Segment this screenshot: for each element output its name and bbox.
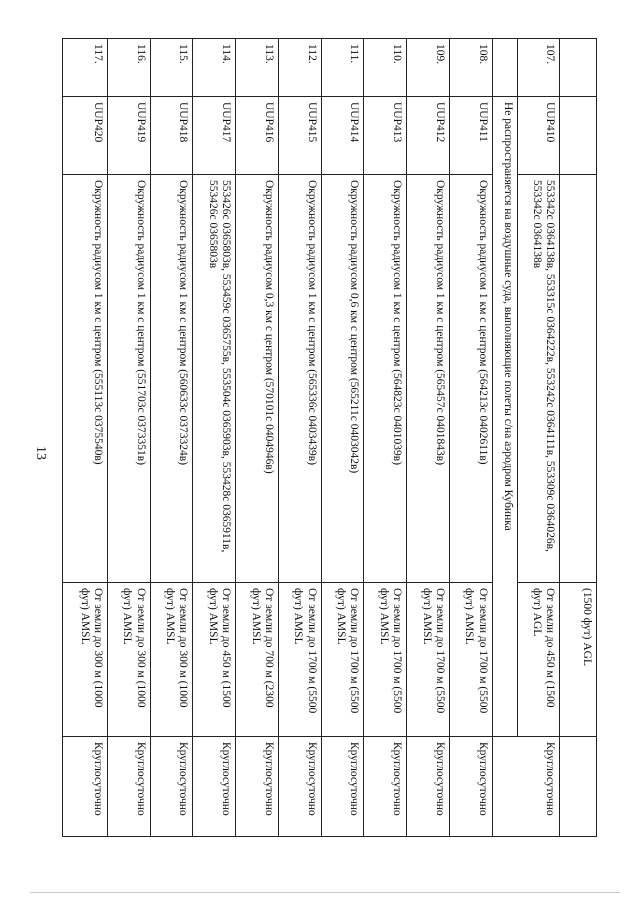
zone-id: UUP410 <box>517 97 560 175</box>
time-cell: Круглосуточно <box>449 737 492 837</box>
time-cell: Круглосуточно <box>407 737 450 837</box>
table-row <box>517 39 560 837</box>
row-number: 116. <box>107 39 150 97</box>
zone-area: Окружность радиусом 1 км с центром (555113c 0375540в) <box>63 175 108 583</box>
table-row <box>321 39 364 837</box>
table-row <box>193 39 236 837</box>
table-row <box>364 39 407 837</box>
zone-area: Окружность радиусом 0,3 км с центром (570101c 0404946в) <box>236 175 279 583</box>
cell-empty <box>560 175 597 583</box>
row-number: 117. <box>63 39 108 97</box>
zone-id: UUP413 <box>364 97 407 175</box>
time-cell: Круглосуточно <box>364 737 407 837</box>
zone-area: Окружность радиусом 1 км с центром (560633c 0373324в) <box>150 175 193 583</box>
zone-area: Окружность радиусом 1 км с центром (565336c 0403439в) <box>278 175 321 583</box>
table-row <box>150 39 193 837</box>
zone-area: 553342c 0364138в, 553315c 0364222в, 553242c 0364111в, 553309c 0364026в, 553342c 0364138в <box>517 175 560 583</box>
altitude-cell: От земли до 300 м (1000 фут) AMSL <box>63 583 108 737</box>
altitude-cell: От земли до 300 м (1000 фут) AMSL <box>107 583 150 737</box>
altitude-cell: (1500 фут) AGL <box>560 583 597 737</box>
note-row <box>492 39 517 837</box>
zone-id: UUP417 <box>193 97 236 175</box>
zone-id: UUP418 <box>150 97 193 175</box>
note-text: Не распространяется на воздушные суда, выполняющие полеты с/на аэродром Кубинка <box>492 97 517 737</box>
zone-id: UUP414 <box>321 97 364 175</box>
altitude-cell: От земли до 1700 м (5500 фут) AMSL <box>321 583 364 737</box>
altitude-cell: От земли до 1700 м (5500 фут) AMSL <box>278 583 321 737</box>
zone-id: UUP419 <box>107 97 150 175</box>
cell-empty <box>560 97 597 175</box>
time-cell: Круглосуточно <box>150 737 193 837</box>
altitude-cell: От земли до 450 м (1500 фут) AGL <box>517 583 560 737</box>
table-row-continuation <box>560 39 597 837</box>
zone-id: UUP412 <box>407 97 450 175</box>
table-row <box>278 39 321 837</box>
cell-empty <box>560 737 597 837</box>
altitude-cell: От земли до 450 м (1500 фут) AMSL <box>193 583 236 737</box>
row-number: 110. <box>364 39 407 97</box>
zone-area: Окружность радиусом 1 км с центром (551703c 0373351в) <box>107 175 150 583</box>
restricted-areas-table <box>62 38 597 837</box>
zone-area: Окружность радиусом 0,6 км с центром (565211c 0403042в) <box>321 175 364 583</box>
zone-area: 553426c 0365803в, 553459c 0365755в, 553504c 0365903в, 553428c 0365911в, 553426c 0365803в <box>193 175 236 583</box>
zone-id: UUP415 <box>278 97 321 175</box>
table-row <box>407 39 450 837</box>
row-number: 112. <box>278 39 321 97</box>
row-number: 111. <box>321 39 364 97</box>
row-number: 109. <box>407 39 450 97</box>
table-row <box>236 39 279 837</box>
time-cell: Круглосуточно <box>321 737 364 837</box>
altitude-cell: От земли до 1700 м (5500 фут) AMSL <box>449 583 492 737</box>
zone-id: UUP420 <box>63 97 108 175</box>
zone-id: UUP416 <box>236 97 279 175</box>
page-number: 13 <box>33 446 48 460</box>
row-number: 107. <box>517 39 560 97</box>
zone-area: Окружность радиусом 1 км с центром (564823c 0401039в) <box>364 175 407 583</box>
time-cell: Круглосуточно <box>236 737 279 837</box>
time-cell: Круглосуточно <box>193 737 236 837</box>
altitude-cell: От земли до 300 м (1000 фут) AMSL <box>150 583 193 737</box>
zone-area: Окружность радиусом 1 км с центром (564213c 0402611в) <box>449 175 492 583</box>
cell-empty <box>560 39 597 97</box>
row-number: 108. <box>449 39 492 97</box>
table-row <box>449 39 492 837</box>
time-cell: Круглосуточно <box>492 737 560 837</box>
time-cell: Круглосуточно <box>63 737 108 837</box>
row-number: 113. <box>236 39 279 97</box>
row-number: 115. <box>150 39 193 97</box>
altitude-cell: От земли до 1700 м (5500 фут) AMSL <box>407 583 450 737</box>
rotated-page-content <box>62 38 597 836</box>
zone-id: UUP411 <box>449 97 492 175</box>
altitude-cell: От земли до 700 м (2300 фут) AMSL <box>236 583 279 737</box>
row-number: 114. <box>193 39 236 97</box>
time-cell: Круглосуточно <box>278 737 321 837</box>
table-row <box>107 39 150 837</box>
time-cell: Круглосуточно <box>107 737 150 837</box>
scan-edge-line <box>30 892 620 893</box>
zone-area: Окружность радиусом 1 км с центром (565457c 0401843в) <box>407 175 450 583</box>
cell-empty <box>492 39 517 97</box>
table-row <box>63 39 108 837</box>
altitude-cell: От земли до 1700 м (5500 фут) AMSL <box>364 583 407 737</box>
